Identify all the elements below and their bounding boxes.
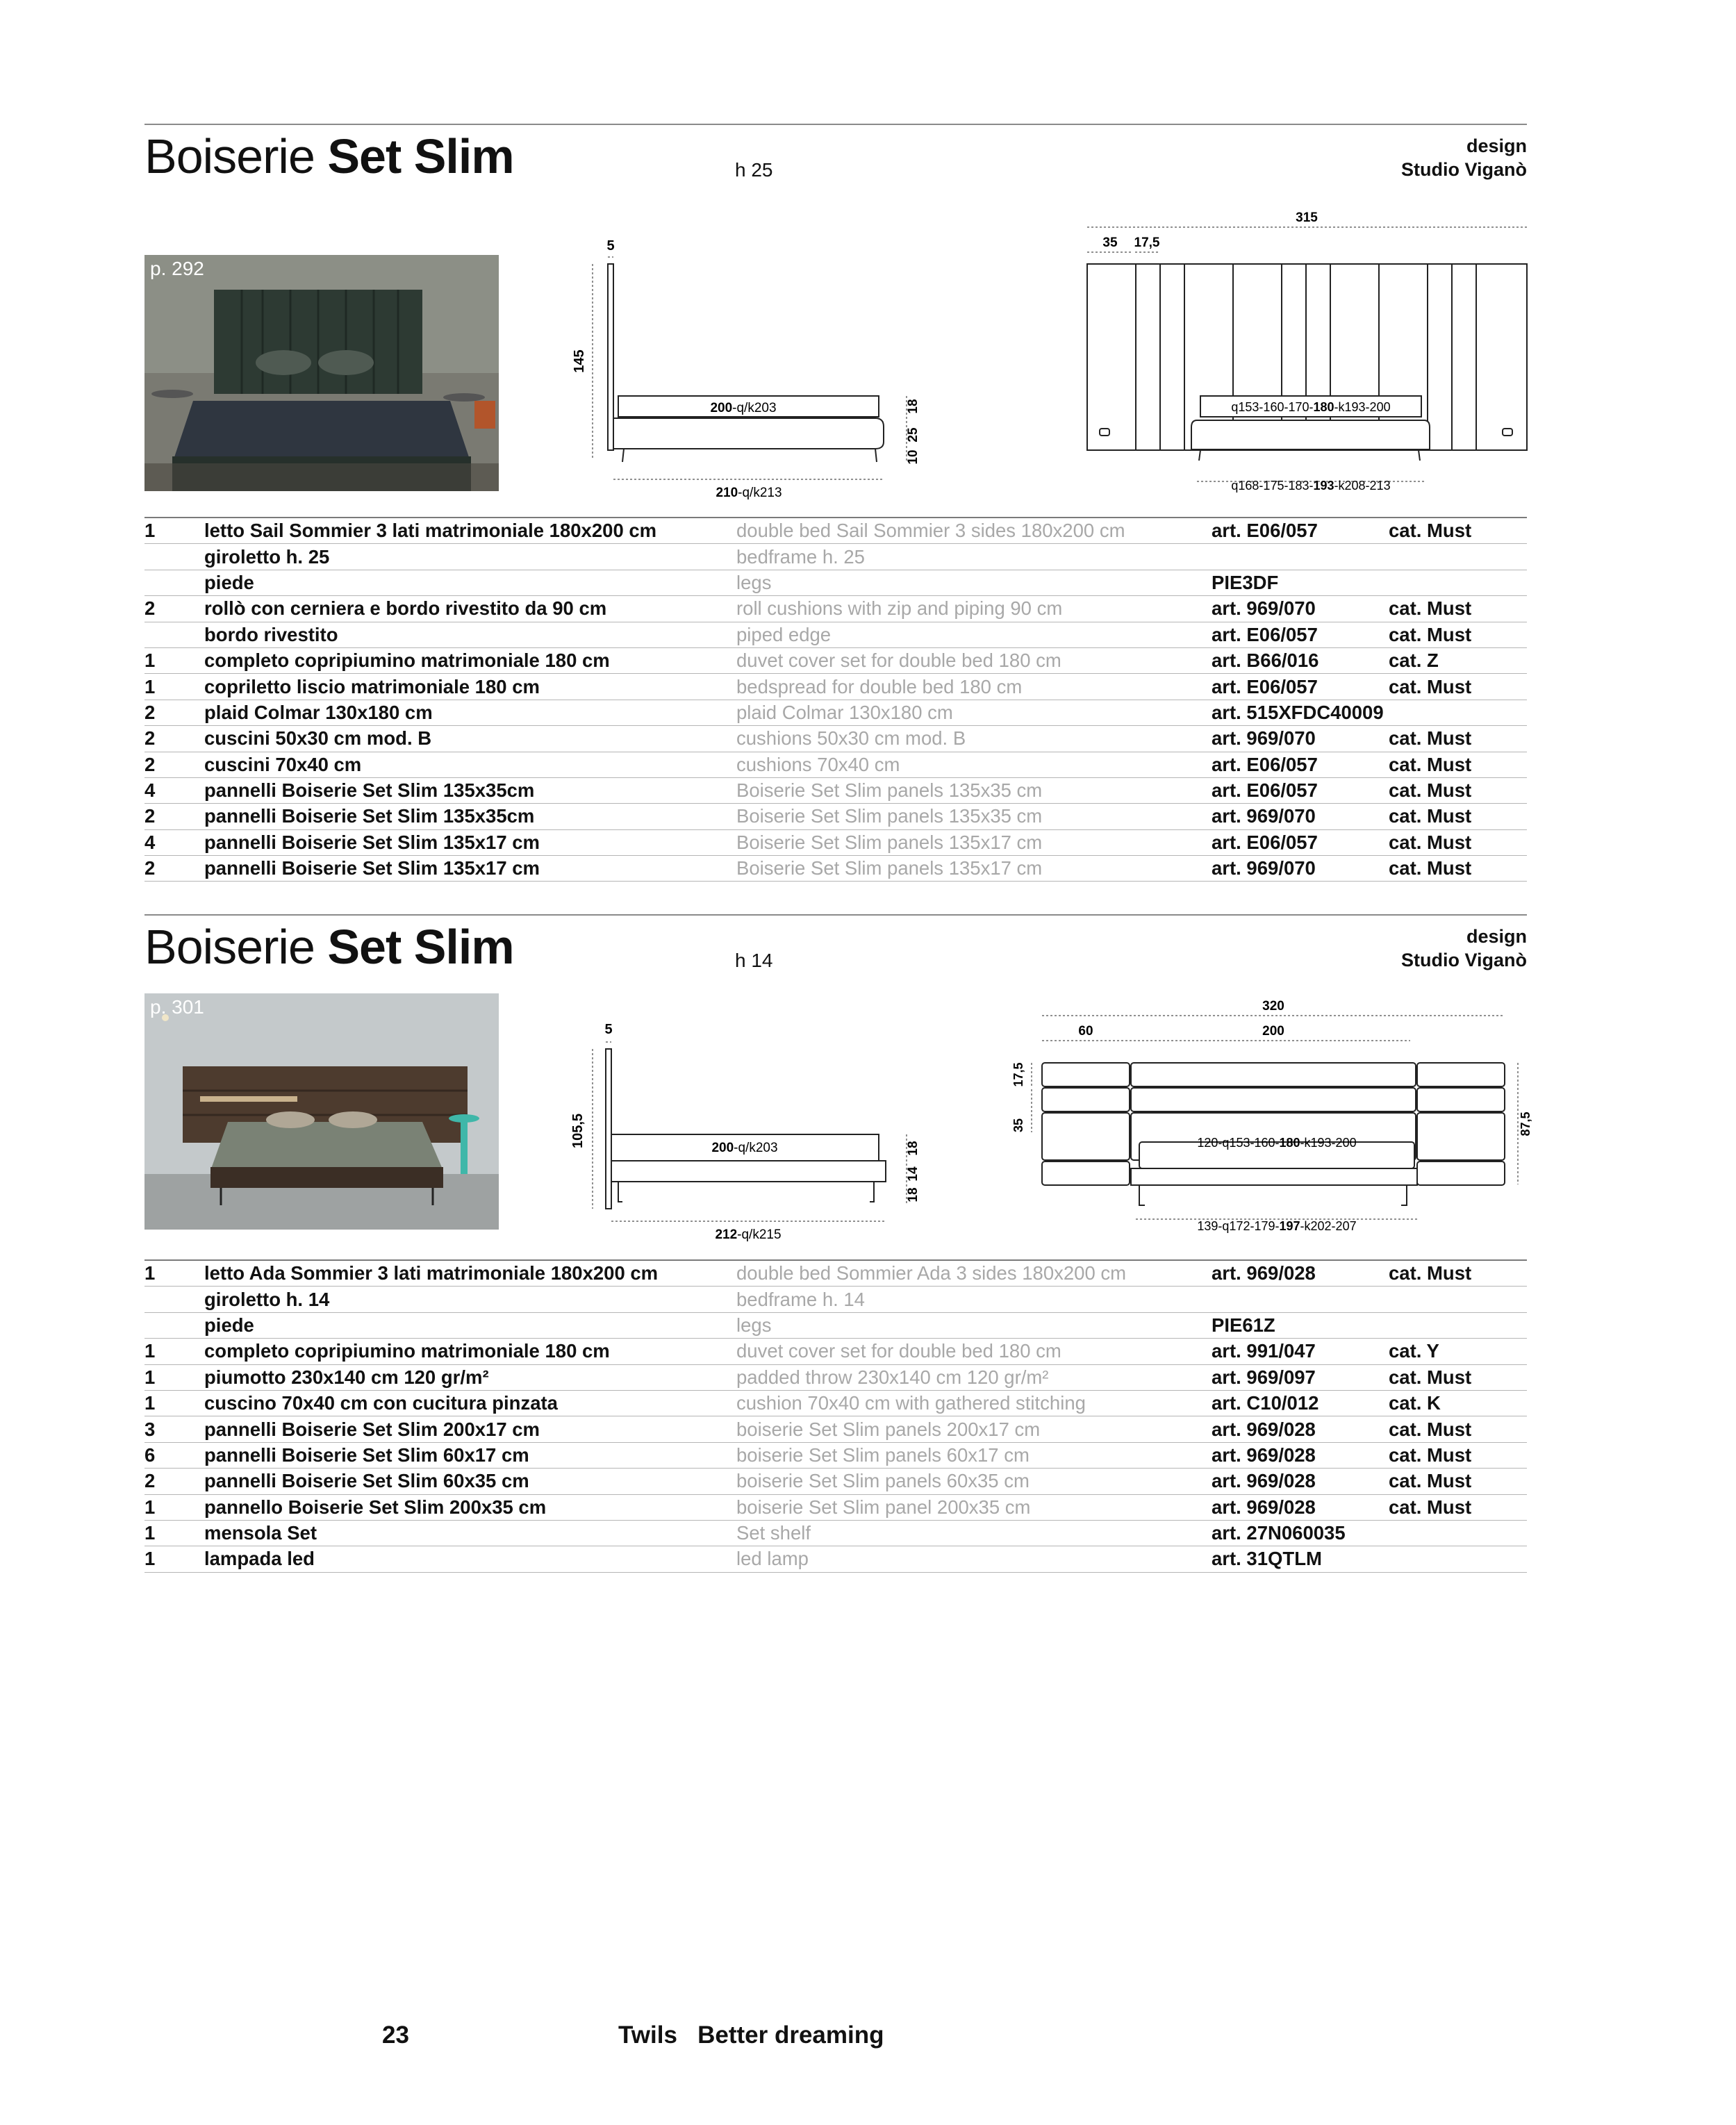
category-cell xyxy=(1389,1312,1527,1338)
front-view-drawing xyxy=(1070,205,1535,504)
category-cell xyxy=(1389,700,1527,725)
italian-desc-cell: mensola Set xyxy=(204,1520,736,1546)
italian-desc-cell: piumotto 230x140 cm 120 gr/m² xyxy=(204,1364,736,1390)
qty-cell: 2 xyxy=(144,752,204,777)
section-divider xyxy=(144,124,1527,125)
dim-length: 212-q/k215 xyxy=(715,1227,782,1242)
category-cell: cat. Z xyxy=(1389,647,1527,673)
english-desc-cell: boiserie Set Slim panels 60x35 cm xyxy=(736,1469,1212,1494)
brand-tagline: Better dreaming xyxy=(697,2021,884,2049)
italian-desc-cell: giroletto h. 14 xyxy=(204,1287,736,1312)
table-row xyxy=(144,544,1527,570)
dim-stack-1: 18 xyxy=(906,1141,920,1156)
title-bold: Set Slim xyxy=(327,129,514,183)
design-credit xyxy=(1401,134,1527,181)
photo-page-ref: p. 301 xyxy=(150,996,204,1018)
qty-cell: 1 xyxy=(144,647,204,673)
italian-desc-cell: cuscini 50x30 cm mod. B xyxy=(204,726,736,752)
category-cell: cat. Must xyxy=(1389,622,1527,647)
table-row xyxy=(144,1469,1527,1494)
english-desc-cell: duvet cover set for double bed 180 cm xyxy=(736,647,1212,673)
design-credit xyxy=(1401,925,1527,972)
table-row xyxy=(144,622,1527,647)
table-row xyxy=(144,570,1527,595)
dim-outer: q168-175-183-193-k208-213 xyxy=(1231,479,1391,493)
table-row xyxy=(144,777,1527,803)
dim-panel-wide: 35 xyxy=(1102,235,1118,250)
table-row xyxy=(144,1390,1527,1416)
english-desc-cell: cushions 50x30 cm mod. B xyxy=(736,726,1212,752)
dim-top: 5 xyxy=(606,238,615,254)
italian-desc-cell: piede xyxy=(204,1312,736,1338)
category-cell: cat. Must xyxy=(1389,1416,1527,1442)
article-code-cell: art. 31QTLM xyxy=(1212,1546,1389,1572)
dim-stack-2: 25 xyxy=(906,427,920,443)
english-desc-cell: Boiserie Set Slim panels 135x17 cm xyxy=(736,856,1212,882)
designer-name: Studio Viganò xyxy=(1401,950,1527,970)
qty-cell: 4 xyxy=(144,829,204,855)
spec-table xyxy=(144,517,1527,882)
dim-center: 200 xyxy=(1262,1024,1284,1039)
qty-cell: 6 xyxy=(144,1442,204,1468)
front-view-drawing xyxy=(1007,986,1542,1243)
italian-desc-cell: pannelli Boiserie Set Slim 60x35 cm xyxy=(204,1469,736,1494)
table-row xyxy=(144,829,1527,855)
table-row xyxy=(144,1416,1527,1442)
title-bold: Set Slim xyxy=(327,920,514,974)
english-desc-cell: cushions 70x40 cm xyxy=(736,752,1212,777)
article-code-cell: art. 969/028 xyxy=(1212,1416,1389,1442)
category-cell xyxy=(1389,1520,1527,1546)
qty-cell: 1 xyxy=(144,1364,204,1390)
table-row xyxy=(144,1546,1527,1572)
photo-page-ref: p. 292 xyxy=(150,258,204,279)
category-cell: cat. Must xyxy=(1389,856,1527,882)
article-code-cell: art. 969/070 xyxy=(1212,726,1389,752)
category-cell xyxy=(1389,1287,1527,1312)
qty-cell: 1 xyxy=(144,1260,204,1287)
italian-desc-cell: completo copripiumino matrimoniale 180 cm xyxy=(204,1339,736,1364)
italian-desc-cell: pannello Boiserie Set Slim 200x35 cm xyxy=(204,1494,736,1520)
italian-desc-cell: completo copripiumino matrimoniale 180 cm xyxy=(204,647,736,673)
dim-height: 105,5 xyxy=(570,1113,586,1149)
table-row xyxy=(144,1312,1527,1338)
qty-cell: 1 xyxy=(144,518,204,544)
category-cell: cat. K xyxy=(1389,1390,1527,1416)
english-desc-cell: piped edge xyxy=(736,622,1212,647)
page-number: 23 xyxy=(382,2021,409,2049)
italian-desc-cell: lampada led xyxy=(204,1546,736,1572)
qty-cell: 3 xyxy=(144,1416,204,1442)
qty-cell xyxy=(144,622,204,647)
qty-cell: 2 xyxy=(144,700,204,725)
italian-desc-cell: plaid Colmar 130x180 cm xyxy=(204,700,736,725)
design-label: design xyxy=(1466,135,1527,156)
italian-desc-cell: pannelli Boiserie Set Slim 60x17 cm xyxy=(204,1442,736,1468)
dim-total: 320 xyxy=(1262,999,1284,1014)
category-cell: cat. Must xyxy=(1389,752,1527,777)
dim-mattress: 200-q/k203 xyxy=(711,1141,778,1155)
italian-desc-cell: piede xyxy=(204,570,736,595)
italian-desc-cell: letto Ada Sommier 3 lati matrimoniale 180x200 cm xyxy=(204,1260,736,1287)
dim-stack-3: 18 xyxy=(906,1187,920,1202)
title-light: Boiserie xyxy=(144,920,315,974)
english-desc-cell: bedspread for double bed 180 cm xyxy=(736,674,1212,700)
italian-desc-cell: copriletto liscio matrimoniale 180 cm xyxy=(204,674,736,700)
qty-cell: 2 xyxy=(144,804,204,829)
article-code-cell xyxy=(1212,1287,1389,1312)
italian-desc-cell: pannelli Boiserie Set Slim 135x17 cm xyxy=(204,856,736,882)
dim-stack-3: 10 xyxy=(906,449,920,465)
article-code-cell: art. 515XFDC40009 xyxy=(1212,700,1389,725)
article-code-cell: art. 27N060035 xyxy=(1212,1520,1389,1546)
table-row xyxy=(144,1260,1527,1287)
italian-desc-cell: pannelli Boiserie Set Slim 135x35cm xyxy=(204,804,736,829)
article-code-cell: art. E06/057 xyxy=(1212,622,1389,647)
dim-h2: 35 xyxy=(1011,1118,1025,1133)
design-label: design xyxy=(1466,926,1527,947)
italian-desc-cell: pannelli Boiserie Set Slim 200x17 cm xyxy=(204,1416,736,1442)
english-desc-cell: legs xyxy=(736,1312,1212,1338)
category-cell xyxy=(1389,570,1527,595)
category-cell: cat. Must xyxy=(1389,1364,1527,1390)
english-desc-cell: Boiserie Set Slim panels 135x35 cm xyxy=(736,804,1212,829)
category-cell: cat. Must xyxy=(1389,804,1527,829)
section-divider xyxy=(144,914,1527,916)
category-cell: cat. Must xyxy=(1389,1469,1527,1494)
dim-total: 315 xyxy=(1296,210,1318,225)
article-code-cell: art. 969/028 xyxy=(1212,1494,1389,1520)
table-row xyxy=(144,596,1527,622)
article-code-cell: art. E06/057 xyxy=(1212,518,1389,544)
italian-desc-cell: bordo rivestito xyxy=(204,622,736,647)
table-row xyxy=(144,1494,1527,1520)
qty-cell xyxy=(144,1287,204,1312)
italian-desc-cell: pannelli Boiserie Set Slim 135x35cm xyxy=(204,777,736,803)
table-row xyxy=(144,700,1527,725)
table-row xyxy=(144,1287,1527,1312)
qty-cell xyxy=(144,544,204,570)
italian-desc-cell: cuscini 70x40 cm xyxy=(204,752,736,777)
qty-cell: 1 xyxy=(144,674,204,700)
article-code-cell: art. 991/047 xyxy=(1212,1339,1389,1364)
designer-name: Studio Viganò xyxy=(1401,159,1527,180)
category-cell: cat. Must xyxy=(1389,1442,1527,1468)
table-row xyxy=(144,726,1527,752)
table-row xyxy=(144,856,1527,882)
table-row xyxy=(144,518,1527,544)
category-cell: cat. Must xyxy=(1389,1260,1527,1287)
category-cell: cat. Must xyxy=(1389,829,1527,855)
category-cell: cat. Must xyxy=(1389,726,1527,752)
spec-table xyxy=(144,1259,1527,1573)
product-photo xyxy=(144,255,499,491)
dim-inner: 120-q153-160-180-k193-200 xyxy=(1197,1136,1357,1150)
dim-stack-1: 18 xyxy=(906,399,920,414)
qty-cell: 2 xyxy=(144,596,204,622)
italian-desc-cell: letto Sail Sommier 3 lati matrimoniale 180x200 cm xyxy=(204,518,736,544)
english-desc-cell: legs xyxy=(736,570,1212,595)
table-row xyxy=(144,674,1527,700)
english-desc-cell: Set shelf xyxy=(736,1520,1212,1546)
category-cell: cat. Y xyxy=(1389,1339,1527,1364)
english-desc-cell: padded throw 230x140 cm 120 gr/m² xyxy=(736,1364,1212,1390)
article-code-cell: art. 969/070 xyxy=(1212,804,1389,829)
bed-photo-illustration xyxy=(144,993,499,1230)
article-code-cell: PIE3DF xyxy=(1212,570,1389,595)
italian-desc-cell: cuscino 70x40 cm con cucitura pinzata xyxy=(204,1390,736,1416)
english-desc-cell: Boiserie Set Slim panels 135x17 cm xyxy=(736,829,1212,855)
dim-inner: q153-160-170-180-k193-200 xyxy=(1231,400,1391,414)
article-code-cell: art. C10/012 xyxy=(1212,1390,1389,1416)
qty-cell: 1 xyxy=(144,1390,204,1416)
dim-height: 145 xyxy=(572,349,587,373)
dim-length: 210-q/k213 xyxy=(716,486,782,500)
article-code-cell: art. 969/028 xyxy=(1212,1469,1389,1494)
qty-cell: 1 xyxy=(144,1339,204,1364)
qty-cell: 1 xyxy=(144,1494,204,1520)
article-code-cell: art. E06/057 xyxy=(1212,829,1389,855)
english-desc-cell: boiserie Set Slim panels 200x17 cm xyxy=(736,1416,1212,1442)
article-code-cell: art. 969/028 xyxy=(1212,1260,1389,1287)
table-row xyxy=(144,804,1527,829)
article-code-cell: art. 969/097 xyxy=(1212,1364,1389,1390)
dim-h-total: 87,5 xyxy=(1519,1111,1532,1136)
section-title xyxy=(144,129,514,183)
english-desc-cell: Boiserie Set Slim panels 135x35 cm xyxy=(736,777,1212,803)
english-desc-cell: boiserie Set Slim panel 200x35 cm xyxy=(736,1494,1212,1520)
qty-cell: 4 xyxy=(144,777,204,803)
article-code-cell: art. E06/057 xyxy=(1212,777,1389,803)
category-cell xyxy=(1389,1546,1527,1572)
dim-stack-2: 14 xyxy=(906,1166,920,1182)
article-code-cell xyxy=(1212,544,1389,570)
article-code-cell: art. E06/057 xyxy=(1212,752,1389,777)
title-light: Boiserie xyxy=(144,129,315,183)
category-cell: cat. Must xyxy=(1389,777,1527,803)
qty-cell xyxy=(144,570,204,595)
table-row xyxy=(144,647,1527,673)
qty-cell: 2 xyxy=(144,1469,204,1494)
dim-left: 60 xyxy=(1078,1024,1093,1039)
english-desc-cell: double bed Sommier Ada 3 sides 180x200 cm xyxy=(736,1260,1212,1287)
dim-top: 5 xyxy=(604,1022,613,1037)
english-desc-cell: bedframe h. 14 xyxy=(736,1287,1212,1312)
english-desc-cell: duvet cover set for double bed 180 cm xyxy=(736,1339,1212,1364)
table-row xyxy=(144,1364,1527,1390)
product-photo xyxy=(144,993,499,1230)
article-code-cell: art. 969/070 xyxy=(1212,856,1389,882)
category-cell: cat. Must xyxy=(1389,674,1527,700)
brand-name: Twils xyxy=(618,2021,677,2049)
qty-cell: 1 xyxy=(144,1520,204,1546)
height-label: h 14 xyxy=(735,950,773,971)
english-desc-cell: cushion 70x40 cm with gathered stitching xyxy=(736,1390,1212,1416)
english-desc-cell: led lamp xyxy=(736,1546,1212,1572)
article-code-cell: art. E06/057 xyxy=(1212,674,1389,700)
category-cell: cat. Must xyxy=(1389,1494,1527,1520)
dim-outer: 139-q172-179-197-k202-207 xyxy=(1197,1219,1357,1233)
english-desc-cell: bedframe h. 25 xyxy=(736,544,1212,570)
table-row xyxy=(144,752,1527,777)
dim-panel-narrow: 17,5 xyxy=(1134,235,1160,250)
qty-cell: 2 xyxy=(144,726,204,752)
article-code-cell: PIE61Z xyxy=(1212,1312,1389,1338)
footer-brand xyxy=(618,2021,884,2049)
english-desc-cell: plaid Colmar 130x180 cm xyxy=(736,700,1212,725)
english-desc-cell: boiserie Set Slim panels 60x17 cm xyxy=(736,1442,1212,1468)
table-row xyxy=(144,1442,1527,1468)
dim-mattress: 200-q/k203 xyxy=(710,401,777,415)
category-cell xyxy=(1389,544,1527,570)
italian-desc-cell: giroletto h. 25 xyxy=(204,544,736,570)
english-desc-cell: double bed Sail Sommier 3 sides 180x200 cm xyxy=(736,518,1212,544)
qty-cell: 2 xyxy=(144,856,204,882)
side-view-drawing xyxy=(570,1007,931,1243)
article-code-cell: art. 969/070 xyxy=(1212,596,1389,622)
table-row xyxy=(144,1520,1527,1546)
italian-desc-cell: rollò con cerniera e bordo rivestito da 90 cm xyxy=(204,596,736,622)
bed-photo-illustration xyxy=(144,255,499,491)
height-label: h 25 xyxy=(735,159,773,181)
category-cell: cat. Must xyxy=(1389,596,1527,622)
english-desc-cell: roll cushions with zip and piping 90 cm xyxy=(736,596,1212,622)
article-code-cell: art. 969/028 xyxy=(1212,1442,1389,1468)
section-title xyxy=(144,920,514,974)
table-row xyxy=(144,1339,1527,1364)
article-code-cell: art. B66/016 xyxy=(1212,647,1389,673)
qty-cell xyxy=(144,1312,204,1338)
category-cell: cat. Must xyxy=(1389,518,1527,544)
qty-cell: 1 xyxy=(144,1546,204,1572)
italian-desc-cell: pannelli Boiserie Set Slim 135x17 cm xyxy=(204,829,736,855)
side-view-drawing xyxy=(570,229,931,507)
dim-h1: 17,5 xyxy=(1011,1062,1025,1087)
